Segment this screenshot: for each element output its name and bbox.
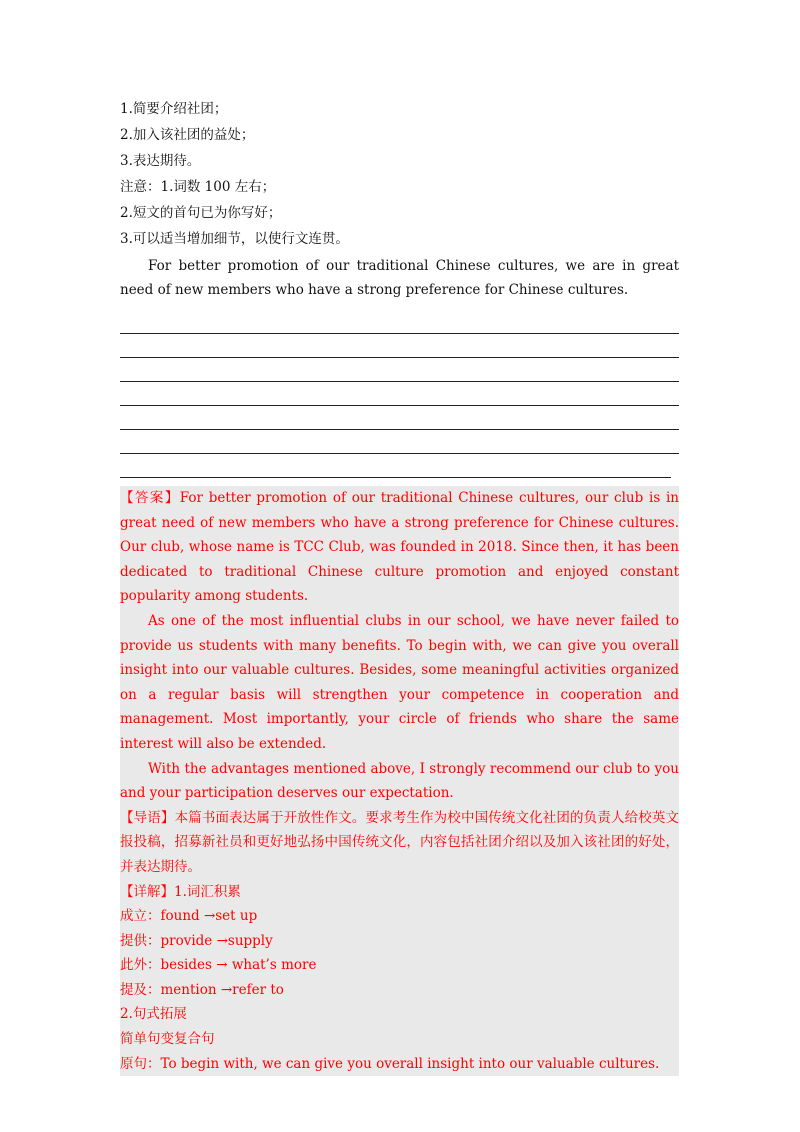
notes-list — [120, 174, 679, 252]
detail-tag: 【详解】 — [120, 883, 174, 900]
vocab-item: 成立：found →set up — [120, 908, 258, 925]
vocab-item: 提供：provide →supply — [120, 932, 273, 949]
document-page — [120, 96, 679, 1076]
writing-line — [120, 310, 679, 334]
writing-line — [120, 334, 679, 358]
note-2: 2.短文的首句已为你写好； — [120, 205, 282, 221]
note-3: 3.可以适当增加细节，以使行文连贯。 — [120, 231, 349, 247]
answer-paragraph-2: As one of the most influential clubs in our school, we have never failed to provide us students with many benefits. To begin with, we can give you overall insight into our valuable cultures. Besides, some meaningful activities organized on a regular basis will strengthen your competence in cooperation and management. Most importantly, your circle of friends who share the same interest will also be extended. — [120, 612, 679, 752]
answer-paragraph-3: With the advantages mentioned above, I strongly recommend our club to you and your participation deserves our expectation. — [120, 760, 679, 802]
answer-section — [120, 486, 679, 1076]
requirements-list — [120, 96, 679, 174]
section-2-heading: 2.句式拓展 — [120, 1006, 187, 1023]
vocab-item: 此外：besides → what’s more — [120, 957, 317, 974]
writing-line — [120, 454, 671, 478]
writing-line — [120, 358, 679, 382]
requirement-1: 1.简要介绍社团； — [120, 101, 228, 117]
detail-heading-line — [120, 880, 679, 905]
prompt-sentence: For better promotion of our traditional Chinese cultures, we are in great need of new members who have a strong preference for Chinese cultures. — [120, 258, 679, 298]
writing-line — [120, 406, 679, 430]
guide-text: 本篇书面表达属于开放性作文。要求考生作为校中国传统文化社团的负责人给校英文报投稿，招募新社员和更好地弘扬中国传统文化，内容包括社团介绍以及加入该社团的好处，并表达期待。 — [120, 809, 680, 875]
note-1: 注意：1.词数 100 左右； — [120, 179, 276, 195]
writing-lines — [120, 310, 679, 478]
vocab-item: 提及：mention →refer to — [120, 981, 284, 998]
guide-paragraph — [120, 806, 679, 880]
detail-heading: 1.词汇积累 — [174, 883, 241, 900]
writing-line — [120, 430, 679, 454]
answer-paragraph-1 — [120, 486, 679, 609]
answer-tag: 【答案】 — [120, 490, 180, 506]
requirement-3: 3.表达期待。 — [120, 153, 201, 169]
original-sentence: 原句：To begin with, we can give you overall insight into our valuable cultures. — [120, 1055, 660, 1072]
guide-tag: 【导语】 — [120, 809, 175, 826]
requirement-2: 2.加入该社团的益处； — [120, 127, 255, 143]
sentence-subheading: 简单句变复合句 — [120, 1031, 215, 1048]
answer-text-1: For better promotion of our traditional Chinese cultures, our club is in great need of new members who have a strong preference for Chinese cultures. Our club, whose name is TCC Club, was founded in 2018. Since then, it has been dedicated to traditional Chinese culture promotion and enjoyed constant popularity among students. — [120, 490, 679, 605]
writing-line — [120, 382, 679, 406]
